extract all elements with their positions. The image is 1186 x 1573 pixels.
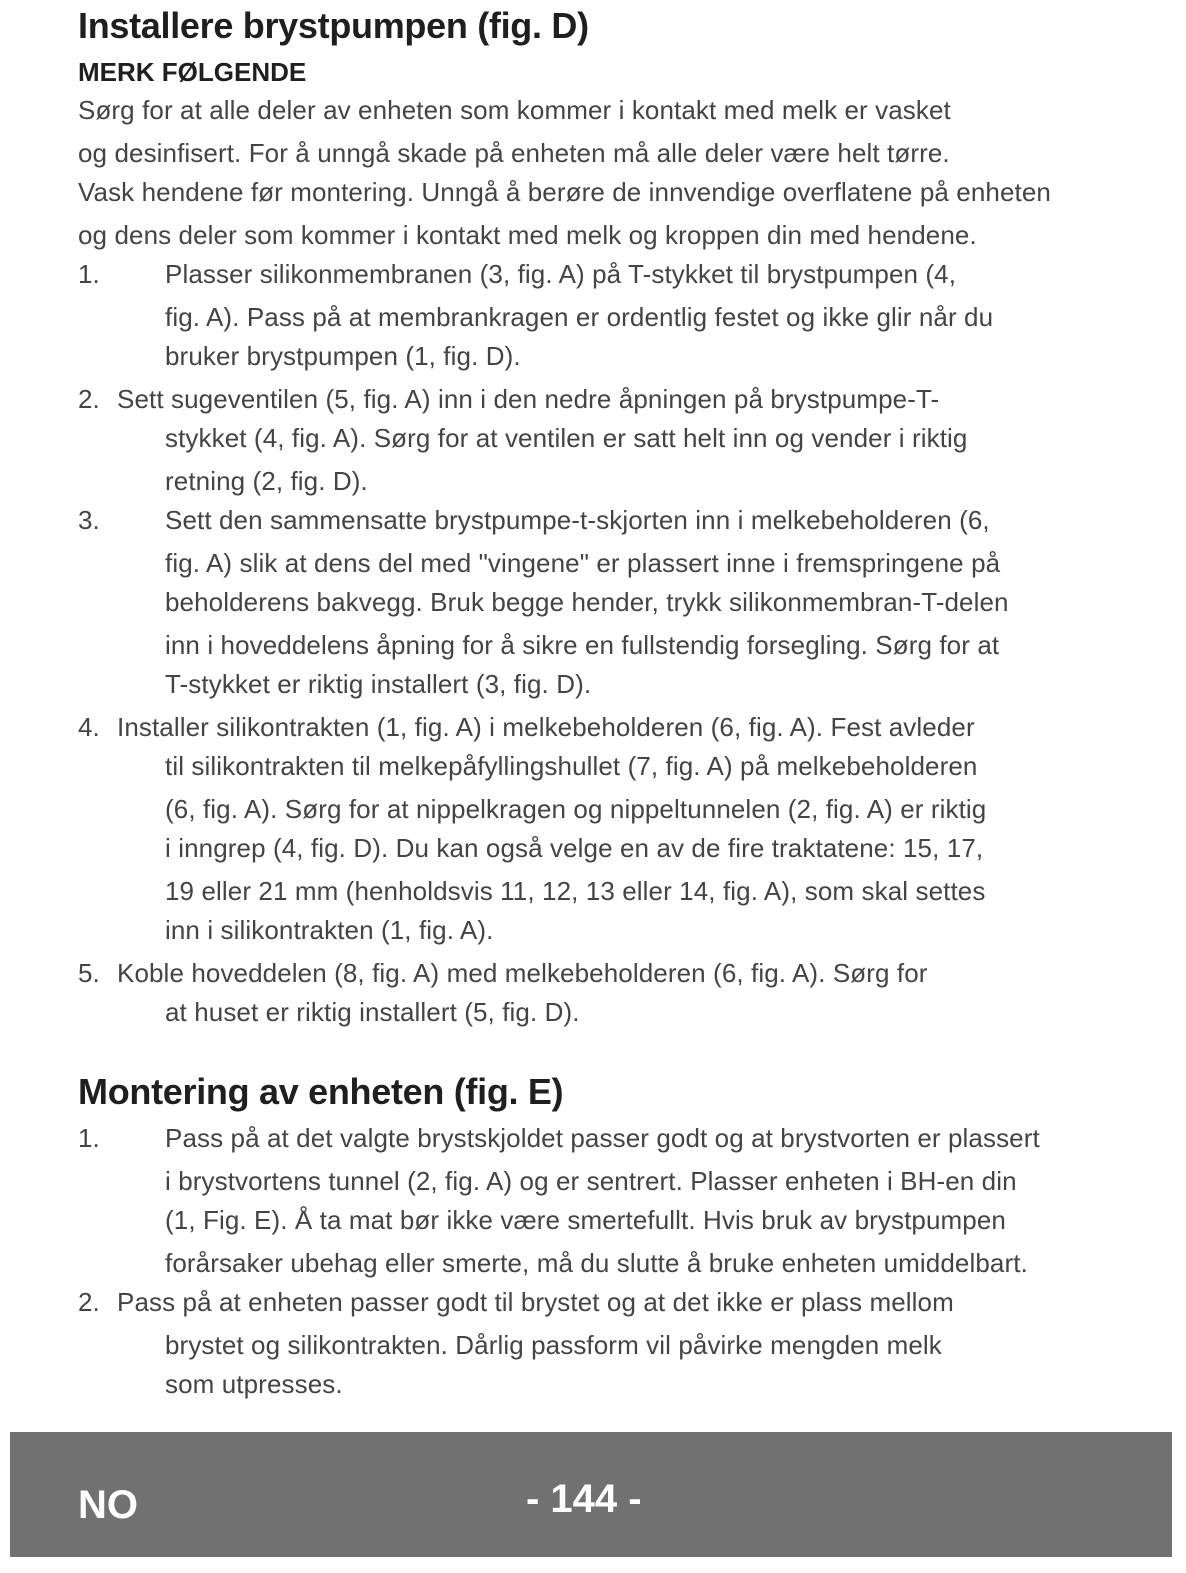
step-line: fig. A) slik at dens del med "vingene" er plassert inne i fremspringene på (165, 548, 1001, 578)
language-code: NO (78, 1483, 138, 1527)
step-line: (1, Fig. E). Å ta mat bør ikke være smertefullt. Hvis bruk av brystpumpen (165, 1205, 1006, 1235)
section-title-assembly: Montering av enheten (fig. E) (78, 1071, 564, 1112)
step-line: fig. A). Pass på at membrankragen er ordentlig festet og ikke glir når du (165, 302, 994, 332)
step-line: brystet og silikontrakten. Dårlig passform vil påvirke mengden melk (165, 1330, 942, 1360)
step-number: 2. (78, 1287, 100, 1317)
page-footer (10, 1432, 1172, 1557)
step-line: i brystvortens tunnel (2, fig. A) og er sentrert. Plasser enheten i BH-en din (165, 1166, 1017, 1196)
step-number: 3. (78, 505, 100, 535)
step-number: 1. (78, 1123, 100, 1153)
step-number: 5. (78, 958, 100, 988)
notice-heading: MERK FØLGENDE (78, 57, 307, 87)
step-line: (6, fig. A). Sørg for at nippelkragen og nippeltunnelen (2, fig. A) er riktig (165, 794, 987, 824)
step-line: bruker brystpumpen (1, fig. D). (165, 341, 521, 371)
step-line: beholderens bakvegg. Bruk begge hender, trykk silikonmembran-T-delen (165, 587, 1009, 617)
intro-line: Vask hendene før montering. Unngå å berøre de innvendige overflatene på enheten (78, 177, 1051, 207)
step-line: T-stykket er riktig installert (3, fig. D). (165, 669, 592, 699)
intro-line: Sørg for at alle deler av enheten som kommer i kontakt med melk er vasket (78, 95, 951, 125)
step-line: Koble hoveddelen (8, fig. A) med melkebeholderen (6, fig. A). Sørg for (117, 958, 928, 988)
step-line: Pass på at det valgte brystskjoldet passer godt og at brystvorten er plassert (165, 1123, 1040, 1153)
step-line: som utpresses. (165, 1369, 343, 1399)
step-line: forårsaker ubehag eller smerte, må du slutte å bruke enheten umiddelbart. (165, 1248, 1028, 1278)
intro-line: og dens deler som kommer i kontakt med melk og kroppen din med hendene. (78, 220, 977, 250)
step-line: retning (2, fig. D). (165, 466, 368, 496)
step-line: inn i hoveddelens åpning for å sikre en fullstendig forsegling. Sørg for at (165, 630, 1000, 660)
step-line: Installer silikontrakten (1, fig. A) i melkebeholderen (6, fig. A). Fest avleder (117, 712, 975, 742)
step-line: at huset er riktig installert (5, fig. D). (165, 997, 580, 1027)
step-line: Sett den sammensatte brystpumpe-t-skjorten inn i melkebeholderen (6, (165, 505, 990, 535)
step-line: Sett sugeventilen (5, fig. A) inn i den nedre åpningen på brystpumpe-T- (117, 384, 940, 414)
step-line: Pass på at enheten passer godt til brystet og at det ikke er plass mellom (117, 1287, 954, 1317)
step-number: 2. (78, 384, 100, 414)
page-number: - 144 - (526, 1477, 642, 1521)
step-number: 4. (78, 712, 100, 742)
step-line: inn i silikontrakten (1, fig. A). (165, 915, 494, 945)
intro-line: og desinfisert. For å unngå skade på enheten må alle deler være helt tørre. (78, 138, 950, 168)
step-line: til silikontrakten til melkepåfyllingshullet (7, fig. A) på melkebeholderen (165, 751, 978, 781)
step-line: Plasser silikonmembranen (3, fig. A) på T-stykket til brystpumpen (4, (165, 259, 957, 289)
section-title-install-pump: Installere brystpumpen (fig. D) (78, 5, 589, 46)
step-number: 1. (78, 259, 100, 289)
step-line: stykket (4, fig. A). Sørg for at ventilen er satt helt inn og vender i riktig (165, 423, 968, 453)
step-line: 19 eller 21 mm (henholdsvis 11, 12, 13 eller 14, fig. A), som skal settes (165, 876, 986, 906)
step-line: i inngrep (4, fig. D). Du kan også velge en av de fire traktatene: 15, 17, (165, 833, 984, 863)
